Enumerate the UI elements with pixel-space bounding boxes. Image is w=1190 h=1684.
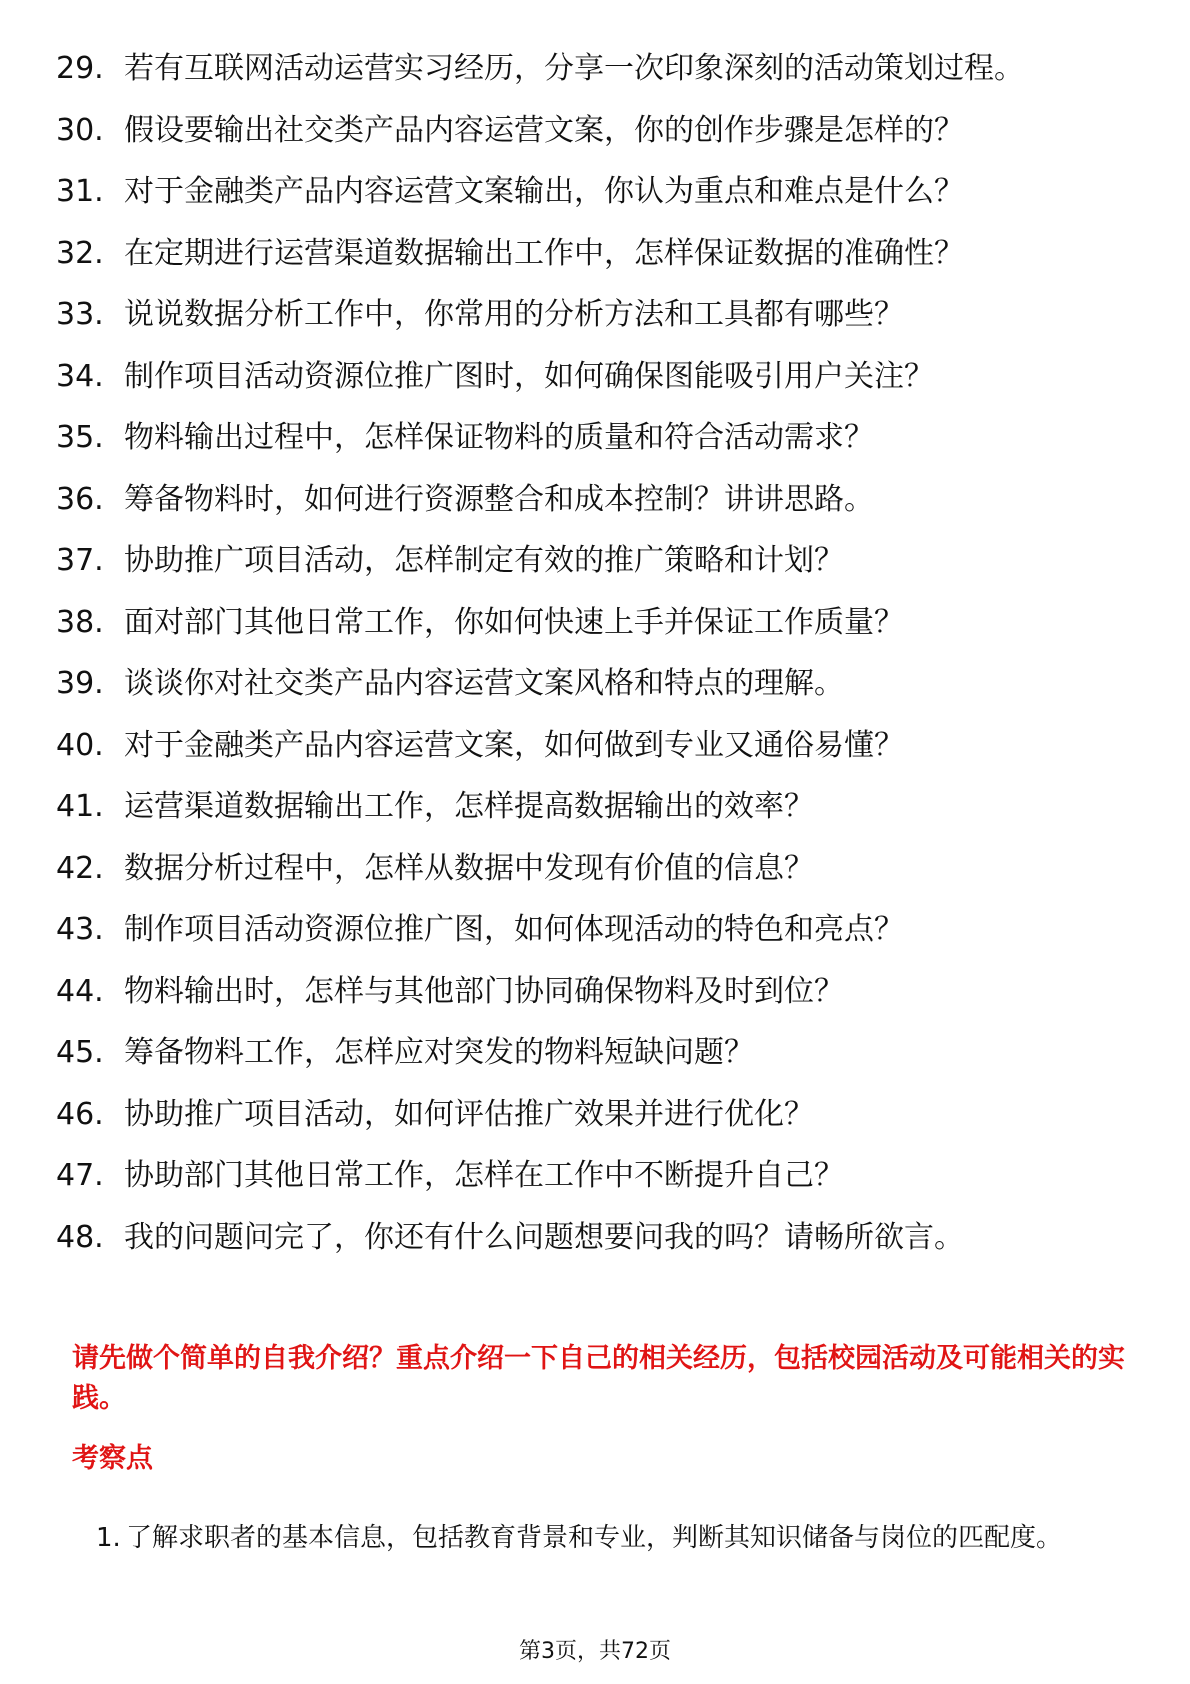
question-item: [56, 481, 1126, 519]
question-number: 35.: [56, 420, 104, 455]
question-item: [56, 788, 1126, 826]
question-item: [56, 1096, 1126, 1134]
question-item: [56, 604, 1126, 642]
question-text: 数据分析过程中，怎样从数据中发现有价值的信息？: [124, 850, 814, 886]
question-text: 制作项目活动资源位推广图，如何体现活动的特色和亮点？: [124, 912, 904, 947]
question-number: 38.: [56, 604, 104, 640]
question-item: [56, 358, 1126, 396]
question-text: 运营渠道数据输出工作，怎样提高数据输出的效率？: [124, 789, 814, 824]
question-text: 物料输出过程中，怎样保证物料的质量和符合活动需求？: [124, 420, 874, 455]
question-number: 44.: [56, 973, 104, 1009]
question-number: 37.: [56, 543, 104, 578]
question-item: [56, 296, 1126, 334]
question-text: 筹备物料工作，怎样应对突发的物料短缺问题？: [124, 1035, 754, 1070]
question-item: [56, 235, 1126, 273]
question-text: 在定期进行运营渠道数据输出工作中，怎样保证数据的准确性？: [124, 235, 964, 271]
question-text: 筹备物料时，如何进行资源整合和成本控制？讲讲思路。: [124, 481, 874, 517]
question-text: 协助推广项目活动，如何评估推广效果并进行优化？: [124, 1096, 814, 1132]
question-number: 48.: [56, 1219, 104, 1255]
question-item: [56, 911, 1126, 949]
question-number: 45.: [56, 1035, 104, 1070]
question-item: [56, 1219, 1126, 1257]
section-heading: 请先做个简单的自我介绍？重点介绍一下自己的相关经历，包括校园活动及可能相关的实践。: [72, 1343, 1125, 1414]
page-footer: 第3页，共72页: [519, 1639, 671, 1664]
question-number: 41.: [56, 789, 104, 824]
point-number: 1.: [96, 1523, 121, 1553]
question-number: 33.: [56, 297, 104, 332]
question-item: [56, 850, 1126, 888]
question-text: 协助推广项目活动，怎样制定有效的推广策略和计划？: [124, 543, 844, 578]
question-number: 46.: [56, 1096, 104, 1132]
question-item: [56, 1157, 1126, 1195]
question-text: 对于金融类产品内容运营文案，如何做到专业又通俗易懂？: [124, 727, 904, 763]
question-item: [56, 50, 1126, 88]
question-number: 30.: [56, 112, 104, 148]
question-text: 我的问题问完了，你还有什么问题想要问我的吗？请畅所欲言。: [124, 1219, 964, 1255]
question-number: 34.: [56, 358, 104, 394]
question-number: 47.: [56, 1158, 104, 1193]
question-text: 若有互联网活动运营实习经历，分享一次印象深刻的活动策划过程。: [124, 51, 1024, 86]
question-text: 对于金融类产品内容运营文案输出，你认为重点和难点是什么？: [124, 174, 964, 209]
question-text: 制作项目活动资源位推广图时，如何确保图能吸引用户关注？: [124, 358, 934, 394]
question-item: [56, 419, 1126, 457]
question-number: 39.: [56, 666, 104, 701]
question-item: [56, 1034, 1126, 1072]
question-list: [56, 50, 1126, 1280]
question-text: 协助部门其他日常工作，怎样在工作中不断提升自己？: [124, 1158, 844, 1193]
question-number: 42.: [56, 850, 104, 886]
question-item: [56, 973, 1126, 1011]
question-item: [56, 542, 1126, 580]
question-number: 32.: [56, 235, 104, 271]
question-text: 假设要输出社交类产品内容运营文案，你的创作步骤是怎样的？: [124, 112, 964, 148]
assessment-point: [96, 1510, 1116, 1566]
question-number: 36.: [56, 481, 104, 517]
question-text: 面对部门其他日常工作，你如何快速上手并保证工作质量？: [124, 604, 904, 640]
question-number: 31.: [56, 174, 104, 209]
question-item: [56, 173, 1126, 211]
assessment-point-list: [96, 1510, 1116, 1566]
question-item: [56, 665, 1126, 703]
question-number: 29.: [56, 51, 104, 86]
question-item: [56, 727, 1126, 765]
question-text: 谈谈你对社交类产品内容运营文案风格和特点的理解。: [124, 666, 844, 701]
question-number: 43.: [56, 912, 104, 947]
question-text: 说说数据分析工作中，你常用的分析方法和工具都有哪些？: [124, 297, 904, 332]
section-subheading: 考察点: [72, 1443, 153, 1474]
question-item: [56, 112, 1126, 150]
question-number: 40.: [56, 727, 104, 763]
question-text: 物料输出时，怎样与其他部门协同确保物料及时到位？: [124, 973, 844, 1009]
point-text: 了解求职者的基本信息，包括教育背景和专业，判断其知识储备与岗位的匹配度。: [126, 1523, 1063, 1553]
